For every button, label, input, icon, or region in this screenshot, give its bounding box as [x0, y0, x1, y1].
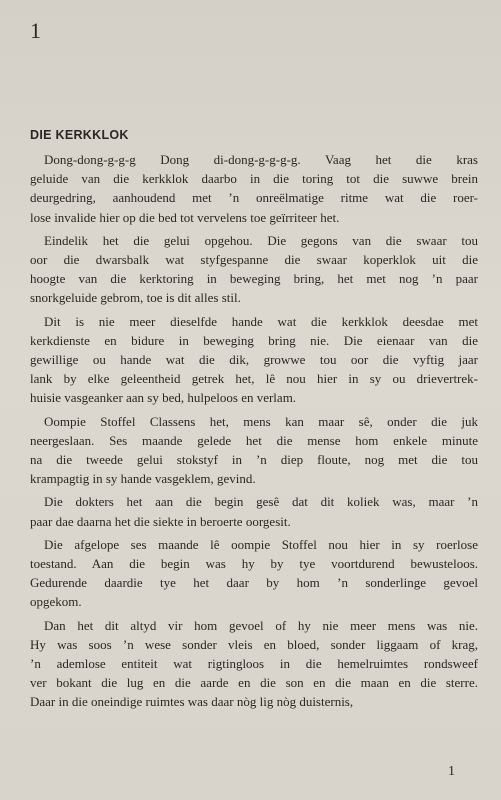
chapter-title: DIE KERKKLOK	[30, 128, 129, 142]
text-line: neergeslaan. Ses maande gelede het die mense hom enkele minute	[30, 432, 478, 448]
paragraph	[30, 231, 478, 308]
text-line: kerkdienste en bidure in beweging bring nie. Die eienaar van die	[30, 332, 478, 348]
text-line: Gedurende daardie tye het daar by hom ’n sonderlinge gevoel	[30, 575, 478, 591]
chapter-number: 1	[30, 18, 41, 43]
text-line: snorkgeluide gebrom, toe is dit alles stil.	[30, 290, 241, 306]
page-number: 1	[448, 764, 455, 779]
text-line: oor die dwarsbalk wat styfgespanne die swaar koperklok uit die	[30, 252, 478, 268]
text-line: Dong-dong-g-g-g Dong di-dong-g-g-g-g. Vaag het die kras	[44, 152, 478, 167]
paragraph	[30, 412, 478, 489]
text-line: ver bokant die lug en die aarde en die son en die maan en die sterre.	[30, 675, 478, 691]
paragraph	[30, 492, 478, 530]
text-line: geluide van die kerkklok daarbo in die toring tot die suwwe brein	[30, 171, 478, 187]
text-line: ’n ademlose entiteit wat rigtingloos in die hemelruimtes rondsweef	[30, 656, 478, 672]
text-line: deurgedring, aanhoudend met ’n onreëlmatige ritme wat die roer-	[30, 190, 478, 206]
text-line: krampagtig in sy hande vasgeklem, gevind.	[30, 471, 256, 487]
text-line: Daar in die oneindige ruimtes was daar nòg lig nòg duisternis,	[30, 694, 354, 710]
text-line: gewillige ou hande wat die dik, growwe tou oor die vyftig jaar	[30, 352, 478, 368]
text-line: na die tweede gelui stokstyf in ’n diep floute, nog met die tou	[30, 452, 478, 468]
text-line: Die afgelope ses maande lê oompie Stoffel nou hier in sy roerlose	[44, 536, 478, 552]
text-line: lose invalide hier op die bed tot vervelens toe geïrriteer het.	[30, 209, 340, 225]
paragraph	[30, 150, 478, 227]
text-line: paar dae daarna het die siekte in beroerte oorgesit.	[30, 513, 291, 529]
text-line: lank by elke geleentheid getrek het, lê nou hier in sy ou drievertrek-	[30, 371, 478, 387]
text-line: huisie vasgeanker aan sy bed, hulpeloos en verlam.	[30, 390, 297, 406]
text-line: toestand. Aan die begin was hy by tye voortdurend bewusteloos.	[30, 556, 478, 572]
text-line: Eindelik het die gelui opgehou. Die gegons van die swaar tou	[44, 232, 478, 248]
text-line: Dit is nie meer dieselfde hande wat die kerkklok deesdae met	[44, 313, 478, 329]
text-line: Dan het dit altyd vir hom gevoel of hy nie meer mens was nie.	[44, 617, 478, 633]
body-text	[30, 150, 478, 716]
paragraph	[30, 616, 478, 712]
text-line: Hy was soos ’n wese sonder vleis en bloed, sonder liggaam of krag,	[30, 636, 478, 652]
text-line: Oompie Stoffel Classens het, mens kan maar sê, onder die juk	[44, 413, 478, 429]
paragraph	[30, 312, 478, 408]
text-line: Die dokters het aan die begin gesê dat dit koliek was, maar ’n	[44, 494, 478, 510]
text-line: opgekom.	[30, 594, 82, 610]
text-line: hoogte van die kerktoring in beweging bring, het met nog ’n paar	[30, 271, 478, 287]
paragraph	[30, 535, 478, 612]
